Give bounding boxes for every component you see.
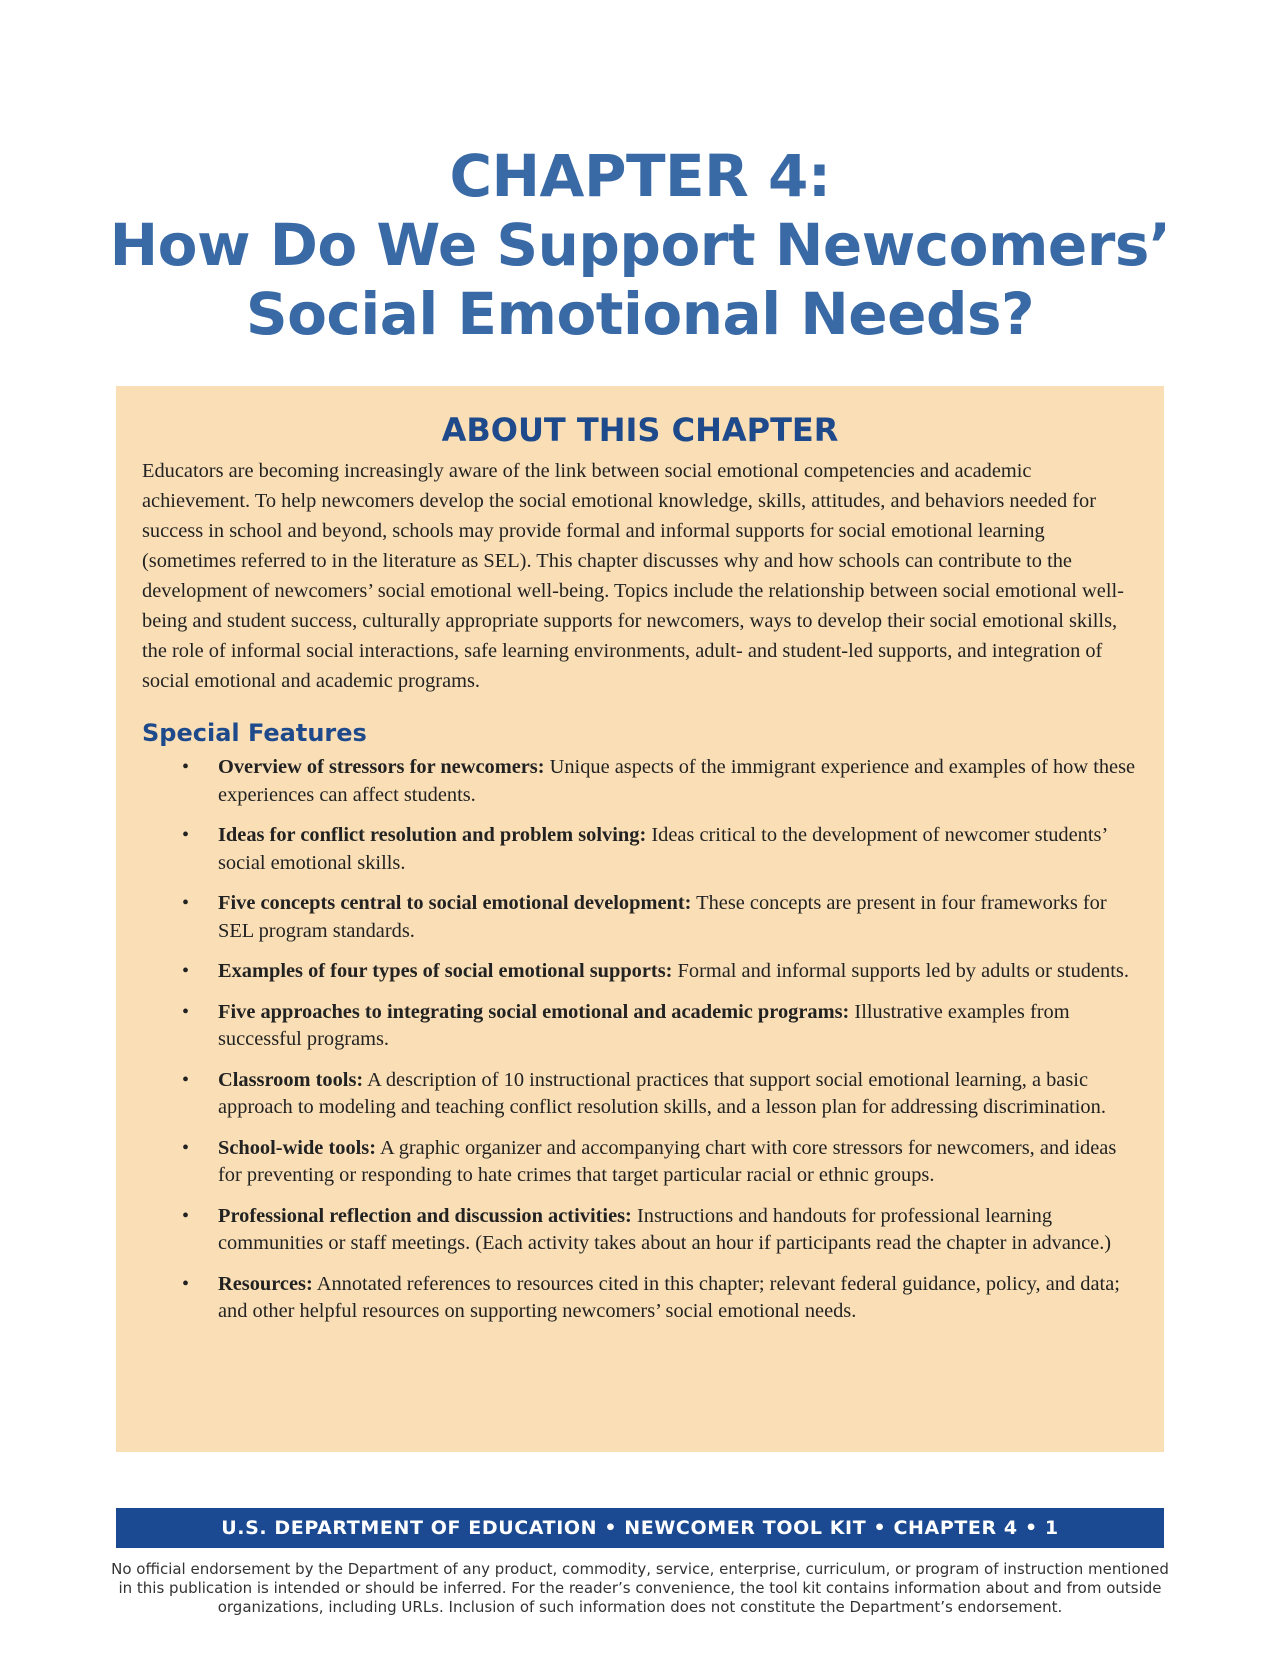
feature-text: Ideas critical to the development of newcomer students’ social emotional skills.: [218, 824, 1107, 874]
bullet-icon: •: [182, 1272, 190, 1295]
feature-item-professional-reflection: [142, 1203, 1142, 1258]
special-features-heading: Special Features: [142, 719, 367, 747]
feature-item-resources: [142, 1271, 1142, 1326]
feature-text: A graphic organizer and accompanying chart with core stressors for newcomers, and ideas for preventing or responding to hate crimes that target particular racial or ethnic groups.: [218, 1136, 1117, 1186]
bullet-icon: •: [182, 892, 190, 914]
feature-item-classroom-tools: [142, 1067, 1142, 1122]
feature-title: Resources:: [218, 1272, 313, 1295]
feature-title: Classroom tools:: [218, 1068, 364, 1091]
footer-disclaimer: No official endorsement by the Department of any product, commodity, service, enterprise, curriculum, or program of instruction mentioned in this publication is intended or should be inferred. For the reader’s convenience, the tool kit contains information about and from outside organizations, including URLs. Inclusion of such information does not constitute the Department’s endorsement.: [111, 1560, 1169, 1616]
feature-item-stressors: [142, 754, 1142, 809]
chapter-title-line-2: How Do We Support Newcomers’: [109, 211, 1171, 279]
feature-item-conflict-resolution: [142, 822, 1142, 877]
chapter-title-line-3: Social Emotional Needs?: [245, 280, 1035, 348]
feature-item-integration-approaches: [142, 999, 1142, 1054]
bullet-icon: •: [182, 1136, 190, 1159]
feature-title: Examples of four types of social emotional supports:: [218, 960, 673, 982]
feature-text: A description of 10 instructional practices that support social emotional learning, a basic approach to modeling and teaching conflict resolution skills, and a lesson plan for addressing discrimination.: [218, 1068, 1106, 1118]
feature-item-five-concepts: [142, 890, 1142, 945]
special-features-list: [142, 754, 1138, 1326]
bullet-icon: •: [182, 1000, 190, 1023]
feature-title: Ideas for conflict resolution and problem solving:: [218, 824, 647, 846]
feature-title: Five approaches to integrating social emotional and academic programs:: [218, 1000, 850, 1023]
feature-title: Five concepts central to social emotional development:: [218, 892, 692, 914]
feature-text: Instructions and handouts for professional learning communities or staff meetings. (Each activity takes about an hour if participants read the chapter in advance.): [218, 1204, 1112, 1254]
feature-text: Unique aspects of the immigrant experience and examples of how these experiences can affect students.: [218, 756, 1136, 806]
bullet-icon: •: [182, 756, 190, 778]
feature-title: School-wide tools:: [218, 1136, 377, 1159]
feature-title: Overview of stressors for newcomers:: [218, 756, 545, 778]
chapter-title-line-1: CHAPTER 4:: [449, 142, 831, 210]
bullet-icon: •: [182, 824, 190, 846]
bullet-icon: •: [182, 1204, 190, 1227]
feature-text: These concepts are present in four frameworks for SEL program standards.: [218, 892, 1107, 942]
feature-text: Annotated references to resources cited in this chapter; relevant federal guidance, policy, and data; and other helpful resources on supporting newcomers’ social emotional needs.: [218, 1272, 1120, 1322]
feature-item-school-wide-tools: [142, 1135, 1142, 1190]
chapter-title: [0, 142, 1280, 349]
bullet-icon: •: [182, 1068, 190, 1091]
about-chapter-box: [116, 386, 1164, 1452]
about-heading: ABOUT THIS CHAPTER: [441, 411, 839, 449]
footer-bar: U.S. DEPARTMENT OF EDUCATION • NEWCOMER TOOL KIT • CHAPTER 4 • 1: [116, 1508, 1164, 1548]
feature-title: Professional reflection and discussion activities:: [218, 1204, 632, 1227]
feature-item-support-types: [142, 958, 1142, 986]
about-intro: Educators are becoming increasingly aware of the link between social emotional competencies and academic achievement. To help newcomers develop the social emotional knowledge, skills, attitudes, and behaviors needed for success in school and beyond, schools may provide formal and informal supports for social emotional learning (sometimes referred to in the literature as SEL). This chapter discusses why and how schools can contribute to the development of newcomers’ social emotional well-being. Topics include the relationship between social emotional well-being and student success, culturally appropriate supports for newcomers, ways to develop their social emotional skills, the role of informal social interactions, safe learning environments, adult- and student-led supports, and integration of social emotional and academic programs.: [142, 460, 1124, 692]
bullet-icon: •: [182, 960, 190, 982]
feature-text: Formal and informal supports led by adults or students.: [672, 960, 1129, 982]
feature-text: Illustrative examples from successful programs.: [218, 1000, 1070, 1050]
